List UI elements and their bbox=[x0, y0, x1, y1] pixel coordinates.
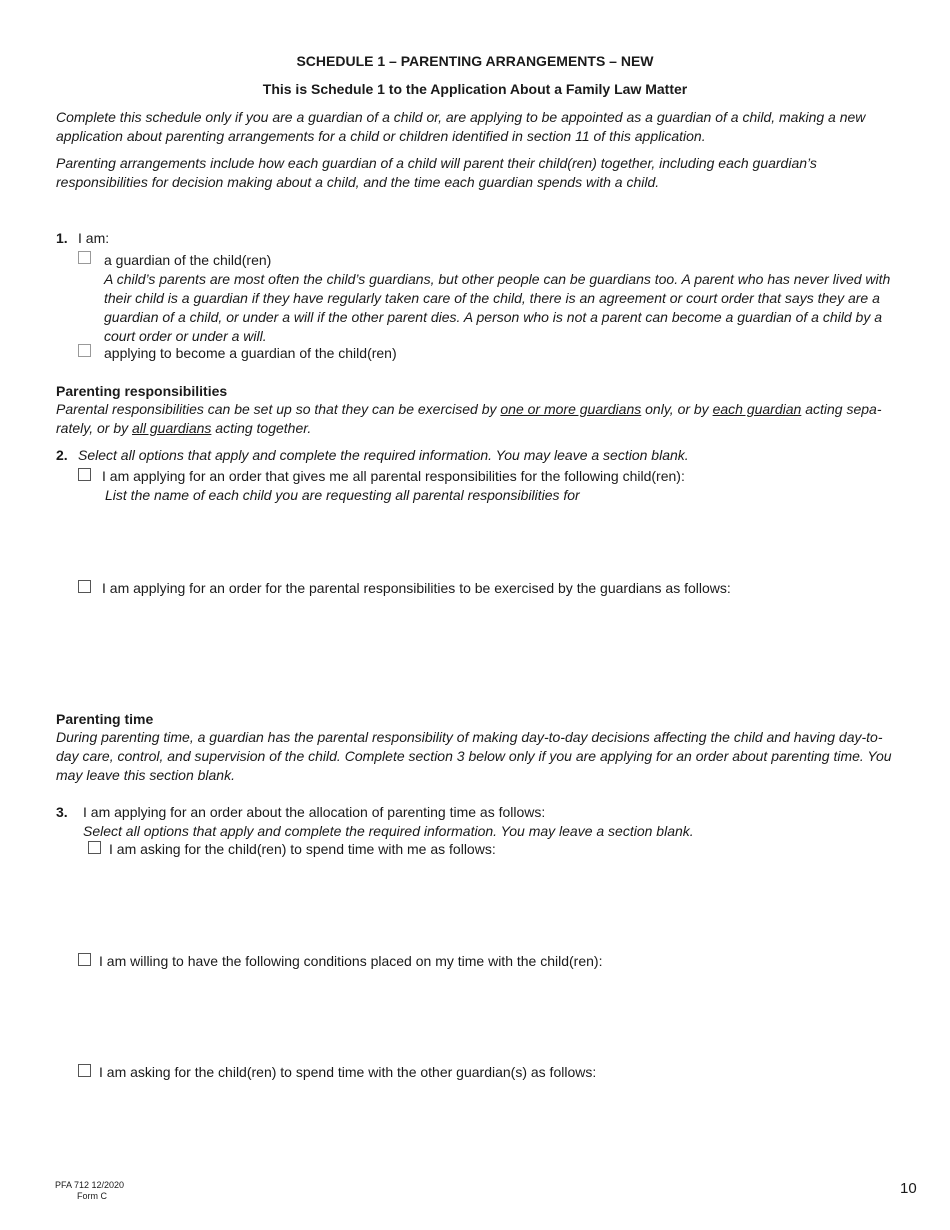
parenting-time-text: During parenting time, a guardian has the parental responsibility of making day-to-day decisions affecting the child and having day-to-day care, control, and supervision of the child. Complete section 3 below only if you are applying for an order about parenting time. You may leave this section blank. bbox=[56, 729, 892, 783]
time-with-me-label: I am asking for the child(ren) to spend time with me as follows: bbox=[109, 841, 496, 857]
responsibilities-heading: Parenting responsibilities bbox=[56, 383, 228, 399]
page-subtitle: This is Schedule 1 to the Application About a Family Law Matter bbox=[262, 81, 688, 97]
section-3-number: 3. bbox=[56, 804, 68, 820]
all-responsibilities-checkbox[interactable] bbox=[78, 468, 91, 481]
guardian-option-label: a guardian of the child(ren) bbox=[104, 252, 272, 268]
responsibilities-text bbox=[56, 400, 896, 438]
exercised-responsibilities-entry-area[interactable] bbox=[104, 602, 894, 697]
time-with-me-entry-area[interactable] bbox=[104, 862, 894, 942]
form-name: Form C bbox=[77, 1191, 107, 1201]
one-or-more-guardians-term: one or more guardians bbox=[500, 401, 642, 417]
responsibilities-text-c: acting sepa-rately, or by bbox=[56, 401, 882, 436]
all-responsibilities-entry-area[interactable] bbox=[104, 508, 894, 568]
parenting-time-heading: Parenting time bbox=[56, 711, 154, 727]
intro-paragraph-2: Parenting arrangements include how each guardian of a child will parent their child(ren) together, including each guardian’s responsibilities for decision making about a child, and the time each guardian spends with a child. bbox=[56, 155, 817, 190]
all-guardians-term: all guardians bbox=[132, 420, 212, 436]
conditions-entry-area[interactable] bbox=[104, 975, 894, 1055]
conditions-label: I am willing to have the following conditions placed on my time with the child(ren): bbox=[99, 953, 603, 969]
intro-paragraph-1: Complete this schedule only if you are a guardian of a child or, are applying to be appointed as a guardian of a child, making a new application about parenting arrangements for a child or children identified in section 11 of this application. bbox=[56, 109, 866, 144]
all-responsibilities-note: List the name of each child you are requesting all parental responsibilities for bbox=[105, 487, 580, 503]
conditions-checkbox[interactable] bbox=[78, 953, 91, 966]
time-with-other-label: I am asking for the child(ren) to spend time with the other guardian(s) as follows: bbox=[99, 1064, 597, 1080]
exercised-responsibilities-label: I am applying for an order for the parental responsibilities to be exercised by the guardians as follows: bbox=[102, 580, 731, 596]
section-2-instruction: Select all options that apply and complete the required information. You may leave a section blank. bbox=[78, 447, 689, 463]
responsibilities-text-b: only, or by bbox=[641, 401, 713, 417]
responsibilities-text-a: Parental responsibilities can be set up so that they can be exercised by bbox=[56, 401, 501, 417]
applying-guardian-checkbox[interactable] bbox=[78, 344, 91, 357]
time-with-other-entry-area[interactable] bbox=[104, 1086, 894, 1166]
section-2-number: 2. bbox=[56, 447, 68, 463]
applying-guardian-option-label: applying to become a guardian of the child(ren) bbox=[104, 345, 397, 361]
exercised-responsibilities-checkbox[interactable] bbox=[78, 580, 91, 593]
page-number: 10 bbox=[900, 1180, 917, 1197]
responsibilities-text-d: acting together. bbox=[211, 420, 312, 436]
section-3-instruction: Select all options that apply and complete the required information. You may leave a section blank. bbox=[83, 823, 694, 839]
time-with-me-checkbox[interactable] bbox=[88, 841, 101, 854]
section-1-number: 1. bbox=[56, 230, 68, 246]
all-responsibilities-label: I am applying for an order that gives me all parental responsibilities for the following child(ren): bbox=[102, 468, 685, 484]
each-guardian-term: each guardian bbox=[712, 401, 802, 417]
section-3-label: I am applying for an order about the allocation of parenting time as follows: bbox=[83, 804, 546, 820]
guardian-note: A child’s parents are most often the child’s guardians, but other people can be guardians too. A parent who has never lived with their child is a guardian if they have regularly taken care of the child, there is an agreement or court order that says they are a guardian of a child, or under a will if the other parent dies. A person who is not a parent can become a guardian of a child by a court order or under a will. bbox=[104, 271, 891, 344]
guardian-checkbox[interactable] bbox=[78, 251, 91, 264]
section-1-label: I am: bbox=[78, 230, 110, 246]
form-code: PFA 712 12/2020 bbox=[55, 1180, 125, 1190]
page-title: SCHEDULE 1 – PARENTING ARRANGEMENTS – NEW bbox=[296, 53, 654, 69]
time-with-other-checkbox[interactable] bbox=[78, 1064, 91, 1077]
